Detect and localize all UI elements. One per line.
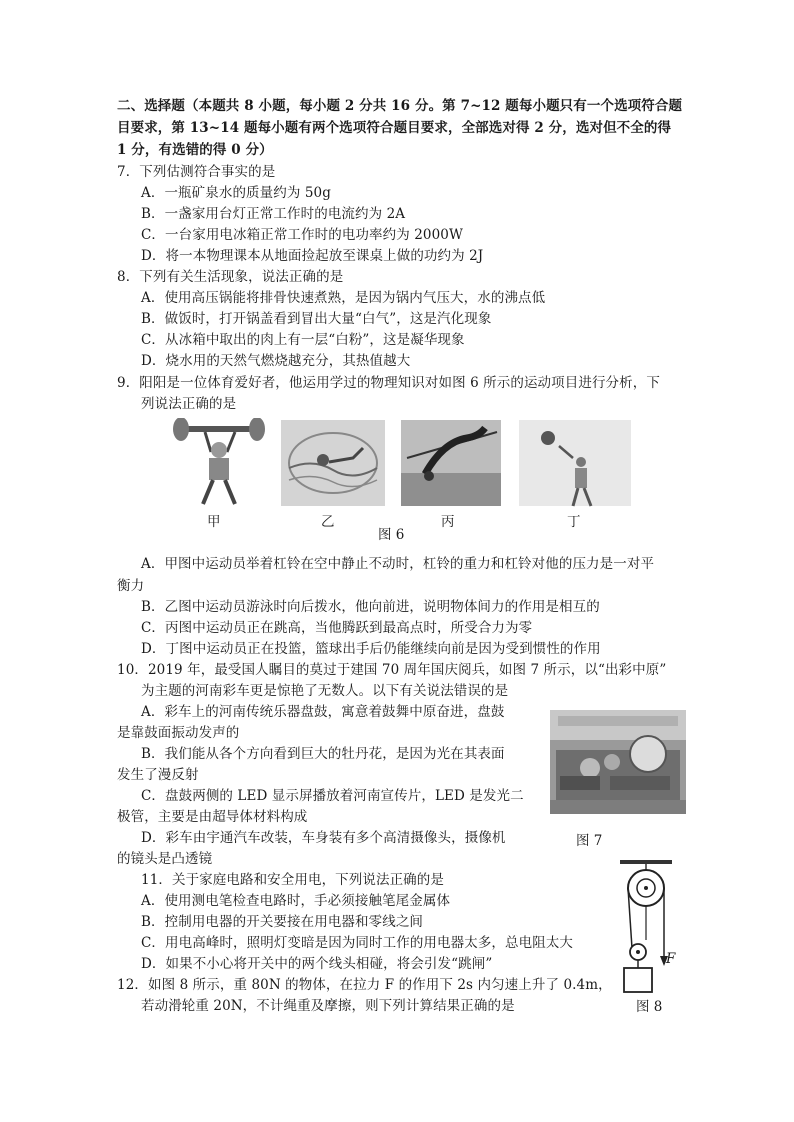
q11-option-d: D．如果不小心将开关中的两个线头相碰，将会引发“跳闸” (141, 956, 493, 972)
q11-stem: 11．关于家庭电路和安全用电，下列说法正确的是 (141, 872, 444, 888)
q10-option-a-line1: A．彩车上的河南传统乐器盘鼓，寓意着鼓舞中原奋进，盘鼓 (141, 704, 505, 720)
q10-option-c-line2: 极管，主要是由超导体材料构成 (117, 809, 308, 825)
q10-option-c-line1: C．盘鼓两侧的 LED 显示屏播放着河南宣传片，LED 是发光二 (141, 788, 524, 804)
q9-option-c: C．丙图中运动员正在跳高，当他腾跃到最高点时，所受合力为零 (141, 620, 533, 636)
q8-option-d: D．烧水用的天然气燃烧越充分，其热值越大 (141, 353, 411, 369)
q9-stem-line1: 9．阳阳是一位体育爱好者，他运用学过的物理知识对如图 6 所示的运动项目进行分析，下 (117, 375, 660, 391)
q8-stem: 8．下列有关生活现象，说法正确的是 (117, 269, 344, 285)
figure-6-caption: 图 6 (378, 527, 405, 543)
q10-option-b-line1: B．我们能从各个方向看到巨大的牡丹花，是因为光在其表面 (141, 746, 505, 762)
q12-stem-line2: 若动滑轮重 20N，不计绳重及摩擦，则下列计算结果正确的是 (141, 998, 515, 1014)
q12-stem-line1: 12．如图 8 所示，重 80N 的物体，在拉力 F 的作用下 2s 内匀速上升了 0.4m， (117, 977, 612, 993)
q9-stem-line2: 列说法正确的是 (141, 396, 237, 412)
q10-option-a-line2: 是靠鼓面振动发声的 (117, 725, 240, 741)
high-jumper-image (401, 420, 501, 506)
q10-stem-line2: 为主题的河南彩车更是惊艳了无数人。以下有关说法错误的是 (141, 683, 509, 699)
swimmer-image (281, 420, 385, 506)
figure-6-label-jia: 甲 (207, 514, 221, 530)
q8-option-c: C．从冰箱中取出的肉上有一层“白粉”，这是凝华现象 (141, 332, 465, 348)
q8-option-a: A．使用高压锅能将排骨快速煮熟，是因为锅内气压大，水的沸点低 (141, 290, 546, 306)
q7-option-c: C．一台家用电冰箱正常工作时的电功率约为 2000W (141, 227, 463, 243)
q11-option-a: A．使用测电笔检查电路时，手必须接触笔尾金属体 (141, 893, 451, 909)
section-heading-line1: 二、选择题（本题共 8 小题，每小题 2 分共 16 分。第 7~12 题每小题只有一个选项符合题 (117, 98, 683, 114)
q7-option-b: B．一盏家用台灯正常工作时的电流约为 2A (141, 206, 406, 222)
weightlifter-image (173, 418, 265, 504)
q11-option-c: C．用电高峰时，照明灯变暗是因为同时工作的用电器太多，总电阻太大 (141, 935, 574, 951)
figure-8-pulley-diagram (610, 860, 680, 1000)
q11-option-b: B．控制用电器的开关要接在用电器和零线之间 (141, 914, 424, 930)
q9-option-b: B．乙图中运动员游泳时向后拨水，他向前进，说明物体间力的作用是相互的 (141, 599, 600, 615)
figure-6-label-ding: 丁 (567, 514, 581, 530)
q7-option-d: D．将一本物理课本从地面捡起放至课桌上做的功约为 2J (141, 248, 484, 264)
q10-stem-line1: 10．2019 年，最受国人瞩目的莫过于建国 70 周年国庆阅兵，如图 7 所示，以“出彩中原” (117, 662, 667, 678)
figure-6-illustrations (163, 418, 633, 513)
q7-stem: 7．下列估测符合事实的是 (117, 164, 276, 180)
figure-8-caption: 图 8 (636, 999, 663, 1015)
section-heading-line2: 目要求，第 13~14 题每小题有两个选项符合题目要求，全部选对得 2 分，选对但不全的得 (117, 120, 672, 136)
q9-option-a-line2: 衡力 (117, 578, 145, 594)
q10-option-b-line2: 发生了漫反射 (117, 767, 199, 783)
section-heading-line3: 1 分，有选错的得 0 分） (117, 142, 273, 158)
figure-6-label-bing: 丙 (441, 514, 455, 530)
q9-option-a-line1: A．甲图中运动员举着杠铃在空中静止不动时，杠铃的重力和杠铃对他的压力是一对平 (141, 556, 655, 572)
weight-block-icon (624, 968, 652, 992)
ceiling-icon (620, 860, 672, 864)
figure-7-float-photo (550, 710, 686, 814)
q9-option-d: D．丁图中运动员正在投篮，篮球出手后仍能继续向前是因为受到惯性的作用 (141, 641, 601, 657)
figure-7-caption: 图 7 (576, 833, 603, 849)
q7-option-a: A．一瓶矿泉水的质量约为 50g (141, 185, 331, 201)
q8-option-b: B．做饭时，打开锅盖看到冒出大量“白气”，这是汽化现象 (141, 311, 492, 327)
force-label: F (666, 951, 676, 967)
q10-option-d-line1: D．彩车由宇通汽车改装，车身装有多个高清摄像头，摄像机 (141, 830, 506, 846)
q10-option-d-line2: 的镜头是凸透镜 (117, 851, 213, 867)
figure-6-label-yi: 乙 (321, 514, 335, 530)
basketball-player-image (519, 420, 631, 506)
